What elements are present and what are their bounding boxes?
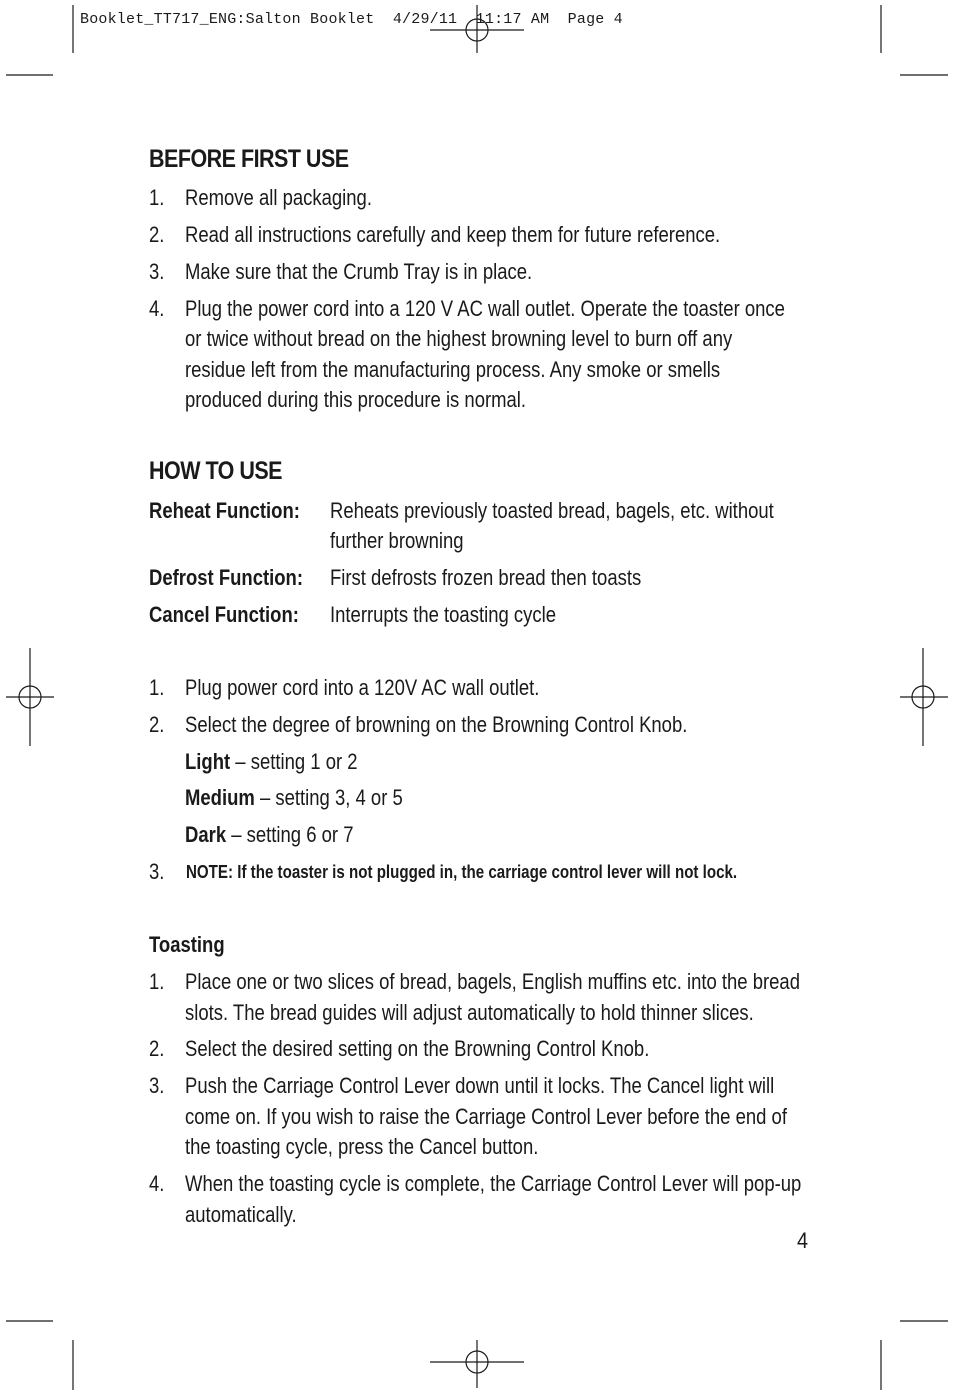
list-item-text: automatically. [185, 1202, 297, 1227]
list-number: 2. [149, 712, 165, 737]
function-description: First defrosts frozen bread then toasts [330, 565, 642, 590]
list-number: 1. [149, 185, 165, 210]
list-number: 1. [149, 675, 165, 700]
browning-label: Light [185, 749, 231, 774]
list-item-text: When the toasting cycle is complete, the Carriage Control Lever will pop-up [185, 1171, 802, 1196]
list-number: 4. [149, 296, 165, 321]
heading-how-to-use: HOW TO USE [149, 457, 283, 485]
registration-mark-bottom [430, 1340, 524, 1388]
list-item-text: Push the Carriage Control Lever down until it locks. The Cancel light will [185, 1073, 775, 1098]
list-item-text: slots. The bread guides will adjust automatically to hold thinner slices. [185, 1000, 754, 1025]
heading-toasting: Toasting [149, 932, 225, 957]
registration-mark-left [6, 648, 54, 746]
browning-setting: – setting 6 or 7 [226, 822, 354, 847]
list-item-text: or twice without bread on the highest browning level to burn off any [185, 326, 733, 351]
list-number: 2. [149, 1036, 165, 1061]
browning-dark [185, 820, 353, 851]
list-number: 2. [149, 222, 165, 247]
list-item-text: Read all instructions carefully and keep them for future reference. [185, 222, 721, 247]
list-number: 4. [149, 1171, 165, 1196]
browning-label: Medium [185, 785, 255, 810]
list-item-text: residue left from the manufacturing process. Any smoke or smells [185, 357, 721, 382]
registration-mark-top [430, 5, 524, 53]
list-number: 3. [149, 1073, 165, 1098]
page-number: 4 [797, 1228, 809, 1253]
function-description: further browning [330, 528, 464, 553]
browning-light [185, 747, 358, 778]
heading-before-first-use: BEFORE FIRST USE [149, 145, 349, 173]
list-item-text: Place one or two slices of bread, bagels, English muffins etc. into the bread [185, 969, 800, 994]
list-item-text: produced during this procedure is normal. [185, 387, 527, 412]
list-number: 3. [149, 859, 165, 884]
browning-setting: – setting 3, 4 or 5 [254, 785, 403, 810]
printer-slug: Booklet_TT717_ENG:Salton Booklet 4/29/11 11:17 AM Page 4 [80, 11, 623, 28]
list-item-text: Make sure that the Crumb Tray is in place. [185, 259, 533, 284]
function-description: Reheats previously toasted bread, bagels, etc. without [330, 498, 774, 523]
registration-mark-right [900, 648, 948, 746]
note-text: NOTE: If the toaster is not plugged in, the carriage control lever will not lock. [186, 862, 738, 882]
list-item-text: Select the desired setting on the Browning Control Knob. [185, 1036, 650, 1061]
list-item-text: Plug power cord into a 120V AC wall outlet. [185, 675, 540, 700]
list-item-text: come on. If you wish to raise the Carriage Control Lever before the end of [185, 1104, 787, 1129]
function-term-cancel: Cancel Function: [149, 602, 299, 627]
function-term-reheat: Reheat Function: [149, 498, 300, 523]
list-number: 1. [149, 969, 165, 994]
function-term-defrost: Defrost Function: [149, 565, 303, 590]
list-item-text: Remove all packaging. [185, 185, 372, 210]
browning-setting: – setting 1 or 2 [230, 749, 358, 774]
function-description: Interrupts the toasting cycle [330, 602, 556, 627]
list-item-text: the toasting cycle, press the Cancel button. [185, 1134, 539, 1159]
list-item-text: Plug the power cord into a 120 V AC wall outlet. Operate the toaster once [185, 296, 785, 321]
list-item-text: Select the degree of browning on the Browning Control Knob. [185, 712, 688, 737]
list-number: 3. [149, 259, 165, 284]
browning-medium [185, 783, 403, 814]
browning-label: Dark [185, 822, 227, 847]
